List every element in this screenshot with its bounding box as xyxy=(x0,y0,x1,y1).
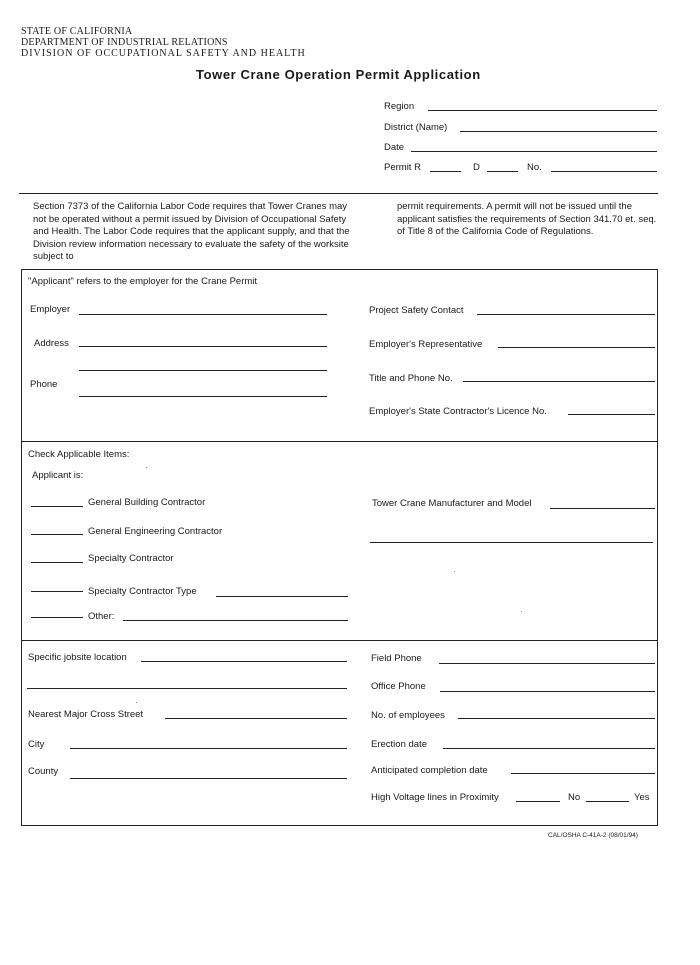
phone-field[interactable] xyxy=(79,396,327,397)
permit-r-label: Permit R xyxy=(384,162,421,173)
scan-speck xyxy=(454,571,455,572)
project-safety-contact-label: Project Safety Contact xyxy=(369,305,464,316)
specialty-type-check[interactable] xyxy=(31,591,83,592)
employers-representative-label: Employer's Representative xyxy=(369,339,483,350)
applicant-note: "Applicant" refers to the employer for the Crane Permit xyxy=(28,276,258,287)
permit-d-field[interactable] xyxy=(487,171,518,172)
header-department: DEPARTMENT OF INDUSTRIAL RELATIONS xyxy=(21,37,228,48)
date-field[interactable] xyxy=(411,151,657,152)
jobsite-location-field-2[interactable] xyxy=(27,688,347,689)
general-engineering-label: General Engineering Contractor xyxy=(88,526,223,537)
num-employees-field[interactable] xyxy=(458,718,655,719)
county-field[interactable] xyxy=(70,778,347,779)
jobsite-location-label: Specific jobsite location xyxy=(28,652,127,663)
address-field-2[interactable] xyxy=(79,370,327,371)
section-divider-2 xyxy=(21,640,658,641)
section-divider-1 xyxy=(21,441,658,442)
specialty-contractor-label: Specialty Contractor xyxy=(88,553,174,564)
office-phone-label: Office Phone xyxy=(371,681,426,692)
high-voltage-no-check[interactable] xyxy=(516,801,560,802)
check-items-label: Check Applicable Items: xyxy=(28,449,130,460)
applicant-is-label: Applicant is: xyxy=(32,470,84,481)
intro-divider xyxy=(19,193,658,194)
employer-label: Employer xyxy=(30,304,71,315)
city-label: City xyxy=(28,739,45,750)
header-state: STATE OF CALIFORNIA xyxy=(21,26,133,37)
contractors-licence-field[interactable] xyxy=(568,414,655,415)
specialty-contractor-check[interactable] xyxy=(31,562,83,563)
region-label: Region xyxy=(384,101,415,112)
high-voltage-yes-label: Yes xyxy=(634,792,650,803)
region-field[interactable] xyxy=(428,110,657,111)
field-phone-field[interactable] xyxy=(439,663,655,664)
jobsite-location-field-1[interactable] xyxy=(141,661,347,662)
cross-street-field[interactable] xyxy=(165,718,347,719)
crane-model-label: Tower Crane Manufacturer and Model xyxy=(372,498,532,509)
crane-model-field-1[interactable] xyxy=(550,508,655,509)
crane-model-field-2[interactable] xyxy=(370,542,653,543)
high-voltage-label: High Voltage lines in Proximity xyxy=(371,792,499,803)
date-label: Date xyxy=(384,142,405,153)
city-field[interactable] xyxy=(70,748,347,749)
address-field-1[interactable] xyxy=(79,346,327,347)
title-phone-label: Title and Phone No. xyxy=(369,373,453,384)
header-division: DIVISION OF OCCUPATIONAL SAFETY AND HEALTH xyxy=(21,48,306,59)
office-phone-field[interactable] xyxy=(440,691,655,692)
general-building-label: General Building Contractor xyxy=(88,497,206,508)
form-title: Tower Crane Operation Permit Application xyxy=(196,67,481,82)
general-engineering-check[interactable] xyxy=(31,534,83,535)
specialty-type-field[interactable] xyxy=(216,596,348,597)
erection-date-label: Erection date xyxy=(371,739,427,750)
general-building-check[interactable] xyxy=(31,506,83,507)
phone-label: Phone xyxy=(30,379,58,390)
other-field[interactable] xyxy=(123,620,348,621)
address-label: Address xyxy=(34,338,69,349)
permit-d-label: D xyxy=(473,162,480,173)
num-employees-label: No. of employees xyxy=(371,710,445,721)
specialty-type-label: Specialty Contractor Type xyxy=(88,586,197,597)
employers-representative-field[interactable] xyxy=(498,347,655,348)
high-voltage-no-label: No xyxy=(568,792,581,803)
permit-r-field[interactable] xyxy=(430,171,461,172)
district-label: District (Name) xyxy=(384,122,448,133)
high-voltage-yes-check[interactable] xyxy=(586,801,629,802)
contractors-licence-label: Employer's State Contractor's Licence No. xyxy=(369,406,547,417)
erection-date-field[interactable] xyxy=(443,748,655,749)
scan-speck xyxy=(521,611,522,612)
other-check[interactable] xyxy=(31,617,83,618)
intro-right-paragraph: permit requirements. A permit will not be issued until the applicant satisfies the requirements of Section 341.70 et. seq. of Title 8 of the California Code of Regulations. xyxy=(397,201,657,237)
intro-left-paragraph: Section 7373 of the California Labor Code requires that Tower Cranes may not be operated without a permit issued by Division of Occupational Safety and Health. The Labor Code requires that the applicant supply, and that the Division review information necessary to evaluate the safety of the worksite subject to xyxy=(33,201,350,262)
project-safety-contact-field[interactable] xyxy=(477,314,655,315)
form-number: CAL/OSHA C-41A-2 (08/01/94) xyxy=(548,832,638,839)
permit-no-field[interactable] xyxy=(551,171,657,172)
completion-date-field[interactable] xyxy=(511,773,655,774)
application-form-box xyxy=(21,269,658,826)
district-field[interactable] xyxy=(460,131,657,132)
completion-date-label: Anticipated completion date xyxy=(371,765,488,776)
county-label: County xyxy=(28,766,59,777)
cross-street-label: Nearest Major Cross Street xyxy=(28,709,144,720)
agency-header xyxy=(21,26,306,59)
scan-speck xyxy=(136,702,137,703)
title-phone-field[interactable] xyxy=(463,381,655,382)
scan-speck xyxy=(146,467,147,468)
other-label: Other: xyxy=(88,611,115,622)
employer-field[interactable] xyxy=(79,314,327,315)
field-phone-label: Field Phone xyxy=(371,653,422,664)
permit-no-label: No. xyxy=(527,162,542,173)
